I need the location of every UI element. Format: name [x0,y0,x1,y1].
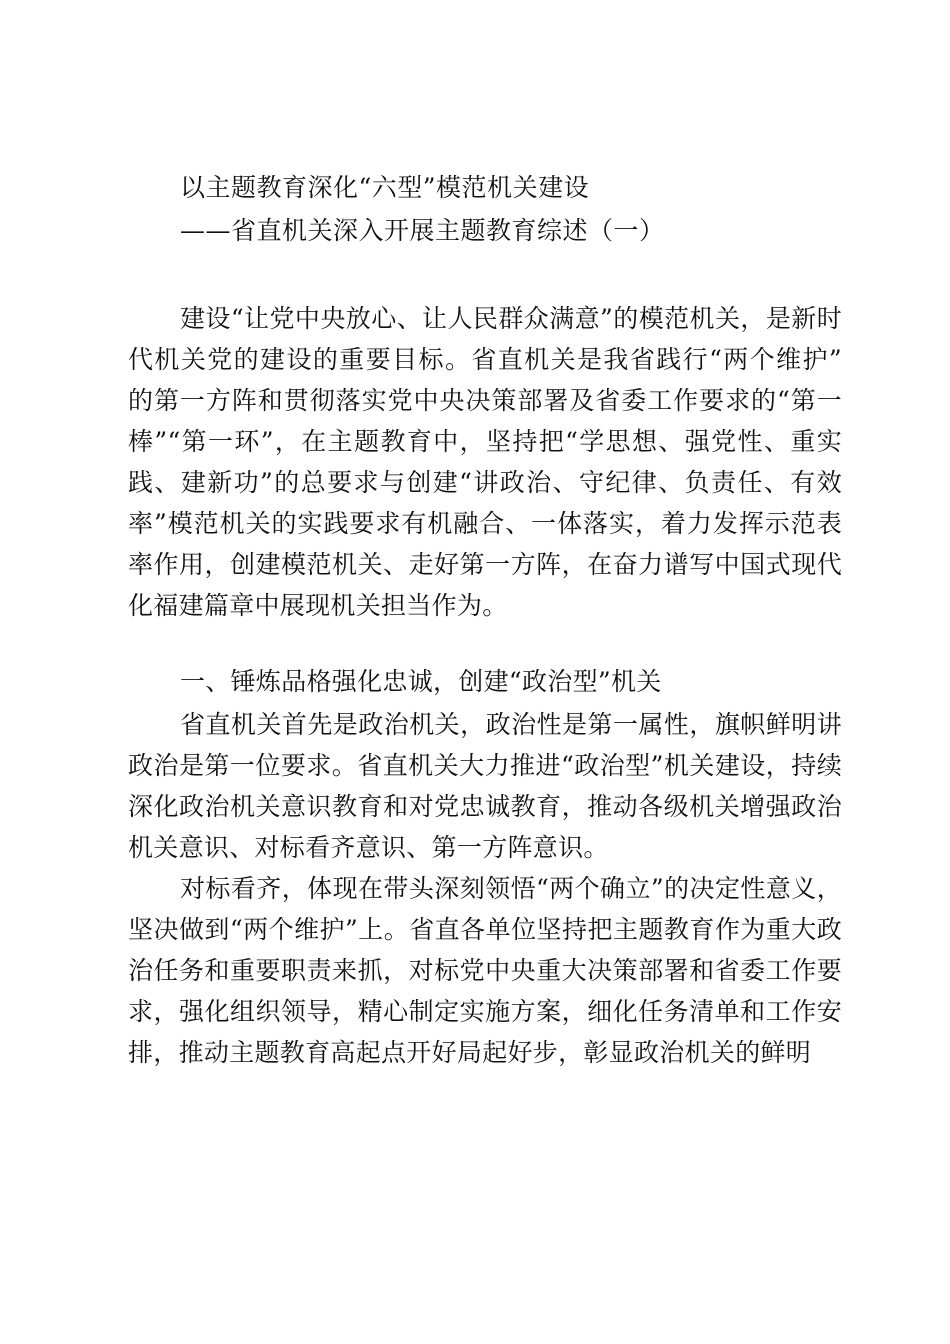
document-title: 以主题教育深化“六型”模范机关建设 [180,173,590,202]
document-subtitle: ——省直机关深入开展主题教育综述（一） [180,216,665,245]
section-heading: 一、锤炼品格强化忠诚，创建“政治型”机关 [180,667,662,696]
intro-paragraph: 建设“让党中央放心、让人民群众满意”的模范机关，是新时代机关党的建设的重要目标。省直机关是我省践行“两个维护” 的第一方阵和贯彻落实党中央决策部署及省委工作要求的“第一棒”“第一环”，在主题教育中，坚持把“学思想、强党性、重实践、建新功”的总要求与创建“讲政治、守纪律、负责任、有效率”模范机关的实践要求有机融合、一体落实，着力发挥示范表率作用，创建模范机关、走好第一方阵，在奋力谱写中国式现代化福建篇章中展现机关担当作为。 [128,304,842,620]
body-paragraph: 对标看齐，体现在带头深刻领悟“两个确立”的决定性意义，坚决做到“两个维护”上。省直各单位坚持把主题教育作为重大政治任务和重要职责来抓，对标党中央重大决策部署和省委工作要求，强化组织领导，精心制定实施方案，细化任务清单和工作安排，推动主题教育高起点开好局起好步，彰显政治机关的鲜明 [128,874,842,1067]
body-paragraph: 省直机关首先是政治机关，政治性是第一属性，旗帜鲜明讲政治是第一位要求。省直机关大力推进“政治型”机关建设，持续深化政治机关意识教育和对党忠诚教育，推动各级机关增强政治机关意识、对标看齐意识、第一方阵意识。 [128,710,842,862]
